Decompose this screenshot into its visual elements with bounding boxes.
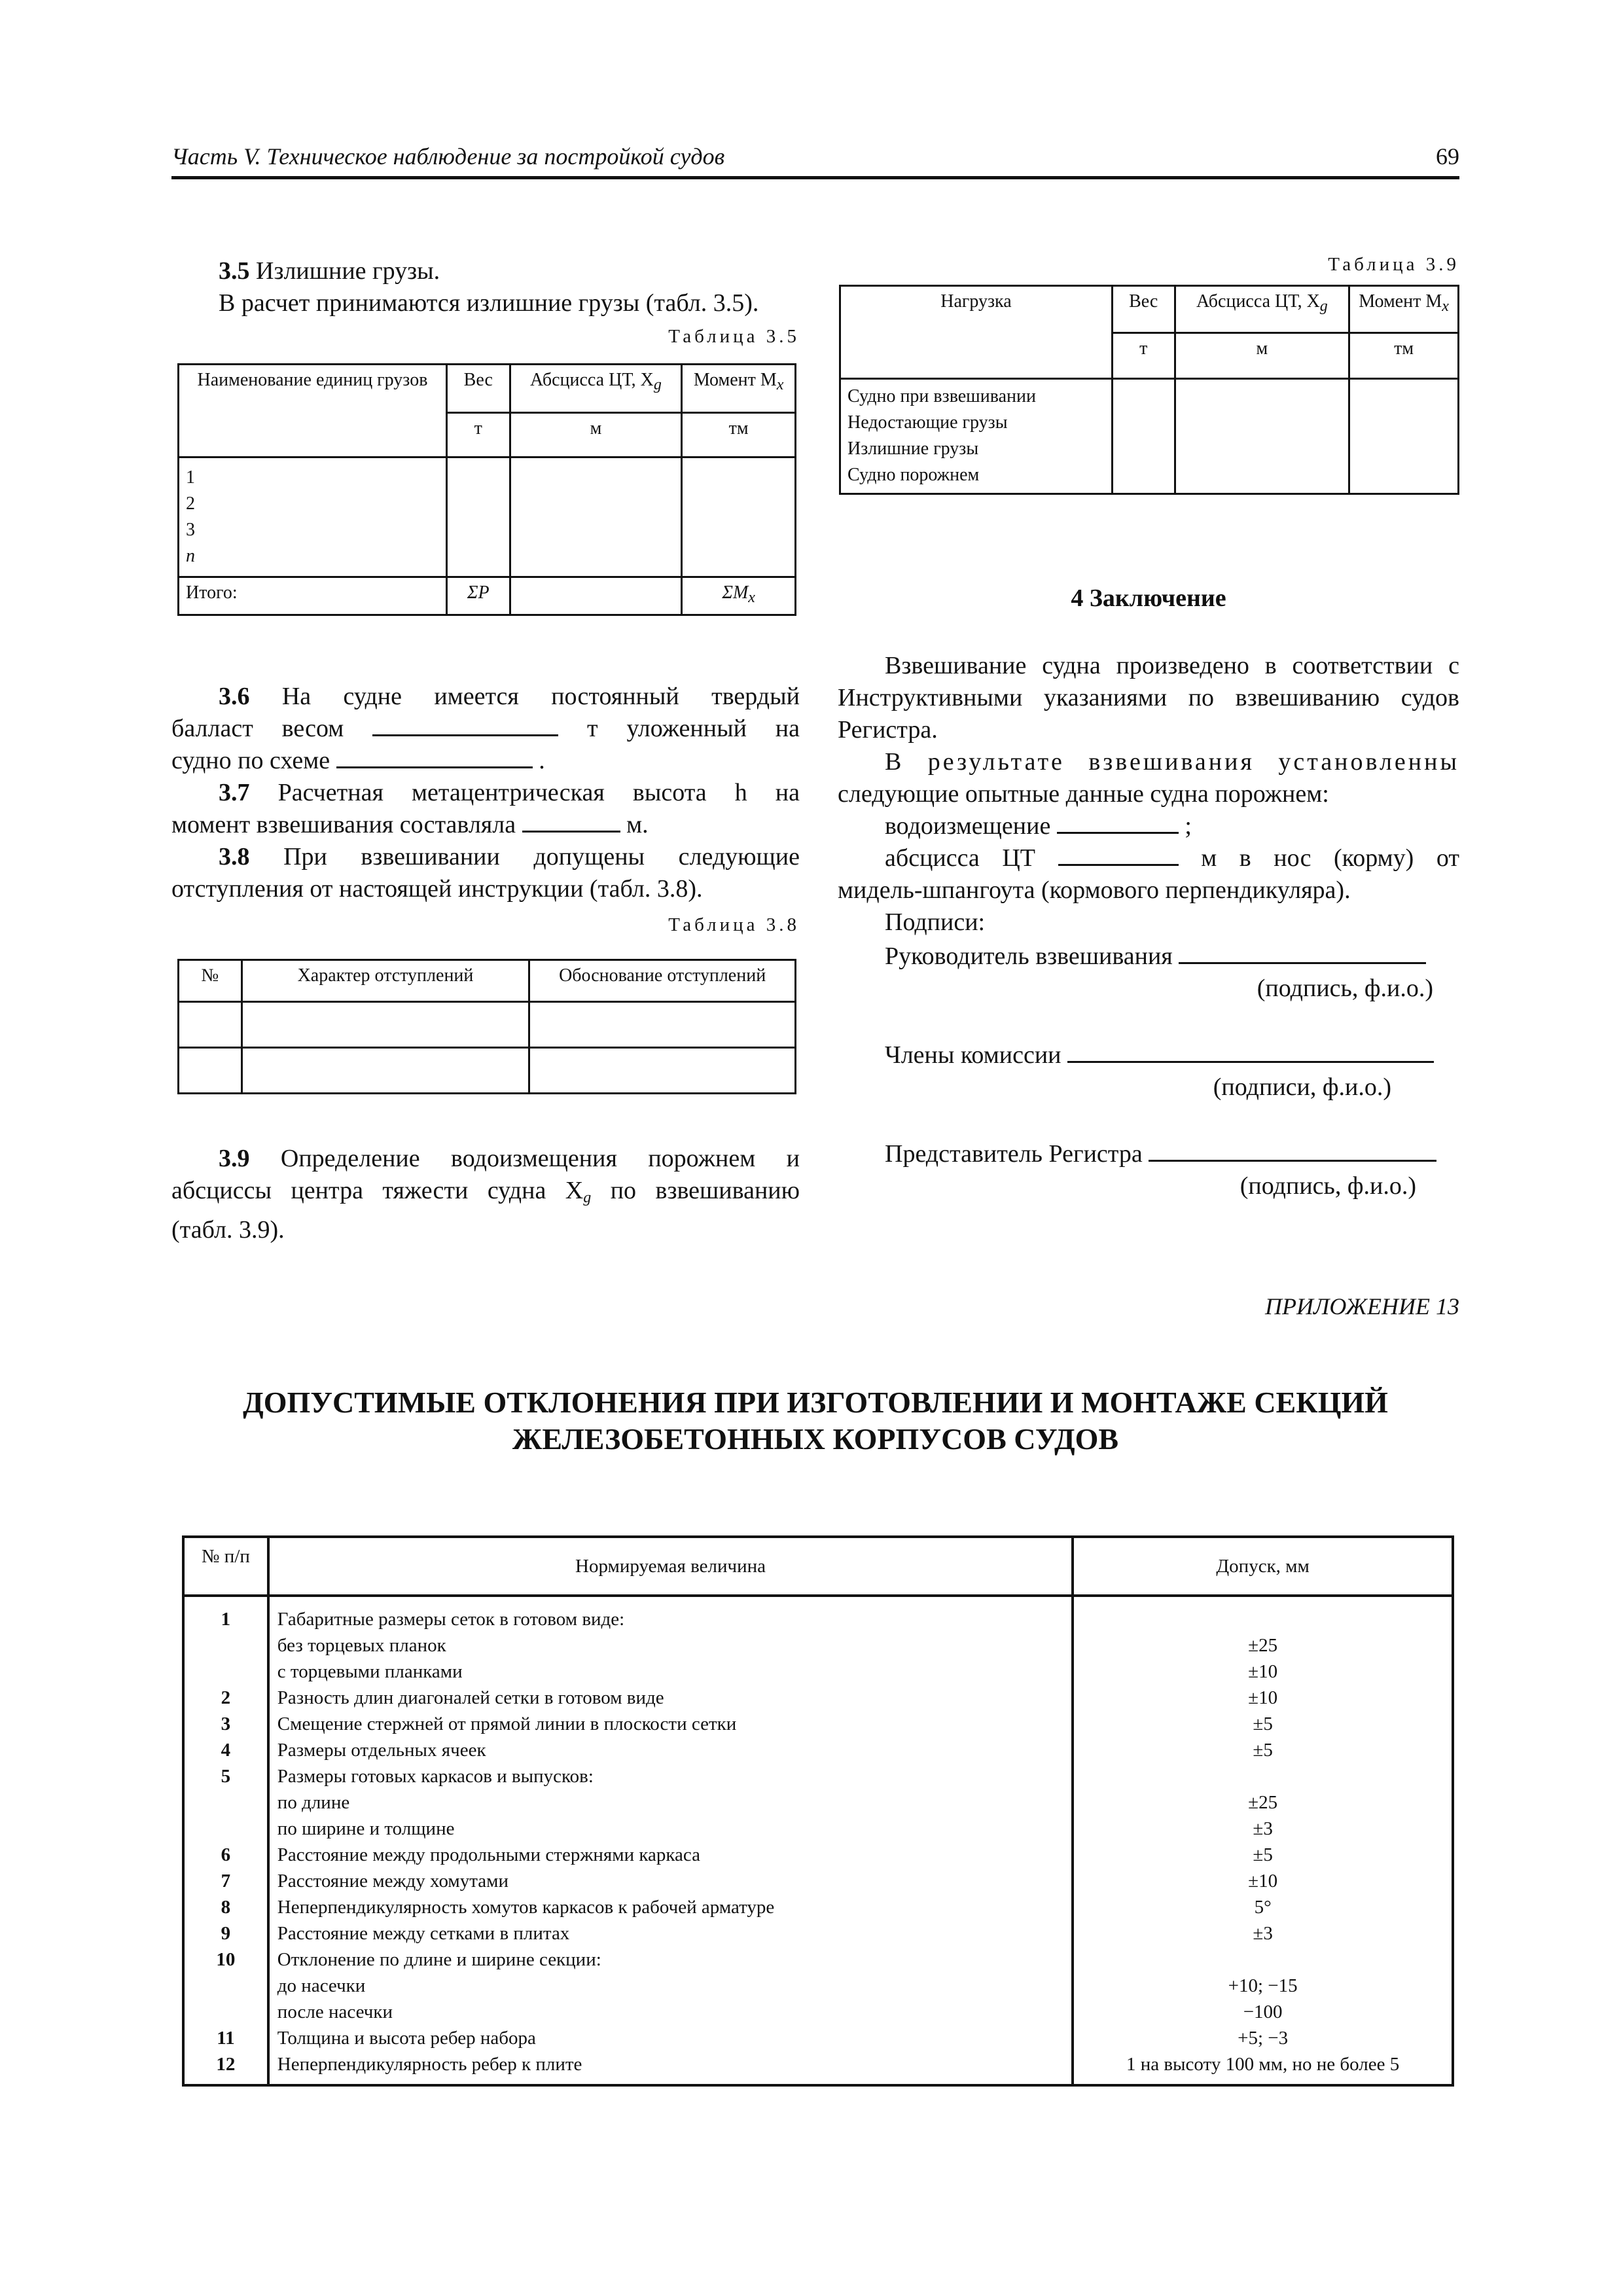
members-signature-line [1067, 1037, 1434, 1063]
tolerance-row-value: ±5 [1073, 1737, 1453, 1763]
s36-text3b: . [539, 747, 545, 774]
ballast-weight-blank [372, 715, 558, 736]
tolerance-row [183, 1999, 1453, 2025]
rep-signature-line [1149, 1136, 1436, 1162]
tolerance-row-quantity: Толщина и высота ребер набора [268, 2025, 1073, 2051]
t39-col-moment-sub: x [1442, 298, 1449, 315]
table-3-9-caption: Таблица 3.9 [1328, 254, 1459, 275]
s4-head-line [838, 939, 1459, 973]
tolerance-row-number: 2 [183, 1685, 268, 1711]
tolerance-row [183, 2051, 1453, 2085]
tolerance-row-quantity: с торцевыми планками [268, 1659, 1073, 1685]
tolerance-row-number [183, 1999, 268, 2025]
tolerance-row-quantity: до насечки [268, 1973, 1073, 1999]
t38-col-character: Характер отступлений [241, 960, 529, 1002]
tolerance-row-number [183, 1659, 268, 1685]
s36-text2a: балласт весом [171, 715, 344, 742]
t38-col-justification: Обоснование отступлений [529, 960, 796, 1002]
tolerance-row [183, 1920, 1453, 1946]
tolerance-row-value [1073, 1946, 1453, 1973]
s4-rep-label: Представитель Регистра [885, 1140, 1143, 1168]
s4-p1-line3: Регистра. [838, 716, 938, 744]
tolerance-row-quantity: Расстояние между продольными стержнями каркаса [268, 1842, 1073, 1868]
tolerance-table [182, 1535, 1454, 2087]
section-3-5-title: Излишние грузы. [256, 257, 440, 285]
section-3-5-heading [171, 255, 800, 287]
tolerance-row-number: 8 [183, 1894, 268, 1920]
t39-col-moment [1349, 286, 1459, 333]
t35-cell-empty [446, 457, 510, 577]
s39-text2b: по взвешиванию [610, 1177, 800, 1204]
tolerance-row-value: ±25 [1073, 1632, 1453, 1659]
section-4-title: 4 Заключение [1071, 584, 1226, 612]
tolerance-row-value: ±10 [1073, 1868, 1453, 1894]
table-3-8-caption: Таблица 3.8 [668, 914, 800, 935]
tolerance-row [183, 1946, 1453, 1973]
t35-unit-moment: тм [682, 413, 796, 457]
s38-line2: отступления от настоящей инструкции (табл. 3.8). [171, 875, 703, 903]
tolerance-row-quantity: Неперпендикулярность хомутов каркасов к рабочей арматуре [268, 1894, 1073, 1920]
tolerance-row-quantity: Смещение стержней от прямой линии в плоскости сетки [268, 1711, 1073, 1737]
tolerance-row-quantity: Расстояние между сетками в плитах [268, 1920, 1073, 1946]
s37-text1: Расчетная метацентрическая высота h на [277, 779, 800, 806]
tolerance-row-number: 3 [183, 1711, 268, 1737]
s39-line1 [171, 1143, 800, 1175]
tolerance-row [183, 2025, 1453, 2051]
s4-p2-line2: следующие опытные данные судна порожнем: [838, 780, 1329, 808]
t39-col-abscissa-sub: g [1319, 298, 1328, 315]
scheme-blank [336, 747, 533, 768]
tolerance-row [183, 1685, 1453, 1711]
section-3-6-3-8 [171, 681, 800, 936]
tolerance-row-quantity: по ширине и толщине [268, 1816, 1073, 1842]
t35-row-2: 2 [186, 493, 195, 514]
t35-cell-empty [510, 577, 682, 615]
tolerance-row-value [1073, 1596, 1453, 1632]
section-4-body [838, 650, 1459, 1202]
tolerance-row [183, 1632, 1453, 1659]
t35-col-abscissa [510, 365, 682, 413]
t35-total-moment [682, 577, 796, 615]
tolerance-row-quantity: Размеры готовых каркасов и выпусков: [268, 1763, 1073, 1789]
tolerance-row-value: ±3 [1073, 1920, 1453, 1946]
t39-cell-empty [1175, 379, 1349, 494]
t35-col-moment [682, 365, 796, 413]
t38-cell-empty [529, 1002, 796, 1048]
t35-row-n: n [186, 546, 195, 566]
t39-cell-empty [1112, 379, 1175, 494]
t35-row-3: 3 [186, 520, 195, 540]
s38-number: 3.8 [219, 843, 250, 870]
tolerance-row-quantity: по длине [268, 1789, 1073, 1816]
t35-row-numbers [179, 457, 447, 577]
tolerance-row-value: +10; −15 [1073, 1973, 1453, 1999]
s4-signatures-label: Подписи: [885, 908, 986, 936]
t39-unit-weight: т [1112, 333, 1175, 379]
t35-col-moment-label: Момент M [693, 370, 777, 390]
displacement-blank [1057, 812, 1179, 834]
s36-line3 [171, 745, 800, 777]
head-signature-line [1179, 939, 1426, 964]
t38-cell-empty [179, 1048, 242, 1094]
t39-col-moment-label: Момент M [1359, 291, 1442, 312]
s4-head-label: Руководитель взвешивания [885, 942, 1173, 970]
s38-text1: При взвешивании допущены следующие [283, 843, 800, 870]
t35-unit-weight: т [446, 413, 510, 457]
s36-line1 [171, 681, 800, 713]
t38-cell-empty [241, 1048, 529, 1094]
tolerance-col-quantity: Нормируемая величина [268, 1537, 1073, 1596]
t35-col-abscissa-label: Абсцисса ЦТ, X [530, 370, 654, 390]
tolerance-row-number: 11 [183, 2025, 268, 2051]
running-header-title: Часть V. Техническое наблюдение за постройкой судов [171, 143, 725, 170]
s4-members-label: Члены комиссии [885, 1041, 1061, 1069]
t38-cell-empty [529, 1048, 796, 1094]
s37-line2 [171, 809, 800, 841]
t35-col-moment-sub: x [776, 376, 784, 393]
t39-row-weighing: Судно при взвешивании [847, 386, 1036, 406]
table-3-9 [839, 285, 1459, 495]
t35-cell-empty [510, 457, 682, 577]
t39-unit-moment: тм [1349, 333, 1459, 379]
s36-text3a: судно по схеме [171, 747, 330, 774]
tolerance-row-number: 4 [183, 1737, 268, 1763]
t35-total-label: Итого: [179, 577, 447, 615]
tolerance-row-value: 5° [1073, 1894, 1453, 1920]
s4-abscissa-line2: мидель-шпангоута (кормового перпендикуляра). [838, 876, 1351, 904]
tolerance-row-number [183, 1789, 268, 1816]
tolerance-row-number: 10 [183, 1946, 268, 1973]
t35-unit-abscissa: м [510, 413, 682, 457]
tolerance-row-number: 5 [183, 1763, 268, 1789]
tolerance-row-quantity: после насечки [268, 1999, 1073, 2025]
abscissa-blank [1058, 844, 1179, 866]
s36-line2 [171, 713, 800, 745]
t35-row-1: 1 [186, 467, 195, 488]
tolerance-row [183, 1894, 1453, 1920]
t35-cell-empty [682, 457, 796, 577]
t39-col-abscissa [1175, 286, 1349, 333]
appendix-label: ПРИЛОЖЕНИЕ 13 [1265, 1293, 1459, 1319]
metacentric-blank [522, 811, 620, 833]
s4-abscissa-text: м в нос (корму) от [1201, 844, 1460, 872]
tolerance-row-quantity: Расстояние между хомутами [268, 1868, 1073, 1894]
section-3-9 [171, 1143, 800, 1246]
s4-rep-sub: (подпись, ф.и.о.) [1240, 1172, 1416, 1200]
tolerance-row-value: ±5 [1073, 1842, 1453, 1868]
s37-text2b: м. [626, 811, 649, 838]
s4-members-sub: (подписи, ф.и.о.) [1213, 1073, 1391, 1101]
t35-total-weight: ΣP [446, 577, 510, 615]
t39-row-missing: Недостающие грузы [847, 412, 1008, 433]
s4-p1-line1: Взвешивание судна произведено в соответствии с [885, 652, 1459, 679]
s37-number: 3.7 [219, 779, 250, 806]
s39-line3: (табл. 3.9). [171, 1216, 285, 1244]
s37-text2a: момент взвешивания составляла [171, 811, 516, 838]
s39-sub: g [583, 1189, 592, 1206]
tolerance-row [183, 1973, 1453, 1999]
tolerance-row [183, 1763, 1453, 1789]
t35-col-weight: Вес [446, 365, 510, 413]
tolerance-row [183, 1816, 1453, 1842]
s36-text1: На судне имеется постоянный твердый [281, 683, 800, 710]
tolerance-row-value: ±3 [1073, 1816, 1453, 1842]
tolerance-row-value: ±5 [1073, 1711, 1453, 1737]
s4-head-sub: (подпись, ф.и.о.) [1257, 975, 1433, 1002]
t39-row-light: Судно порожнем [847, 465, 980, 485]
s4-p1-line2: Инструктивными указаниями по взвешиванию судов [838, 684, 1459, 711]
t39-row-labels [840, 379, 1113, 494]
t35-total-moment-sub: x [748, 589, 755, 606]
tolerance-col-number: № п/п [183, 1537, 268, 1596]
tolerance-row-number [183, 1632, 268, 1659]
s4-rep-line [838, 1136, 1459, 1170]
tolerance-row [183, 1868, 1453, 1894]
tolerance-row [183, 1596, 1453, 1632]
s39-line2 [171, 1175, 800, 1214]
t39-col-load: Нагрузка [840, 286, 1113, 379]
header-rule [171, 176, 1459, 179]
t38-cell-empty [179, 1002, 242, 1048]
tolerance-row [183, 1737, 1453, 1763]
tolerance-row-quantity: без торцевых планок [268, 1632, 1073, 1659]
s4-displacement-line [838, 810, 1459, 842]
t39-col-abscissa-label: Абсцисса ЦТ, X [1196, 291, 1320, 312]
tolerance-row-value: ±10 [1073, 1685, 1453, 1711]
tolerance-row-number: 1 [183, 1596, 268, 1632]
tolerance-row [183, 1789, 1453, 1816]
t39-cell-empty [1349, 379, 1459, 494]
tolerance-row-value: +5; −3 [1073, 2025, 1453, 2051]
tolerance-row-quantity: Отклонение по длине и ширине секции: [268, 1946, 1073, 1973]
t35-total-moment-label: ΣM [722, 583, 749, 603]
section-3-5-number: 3.5 [219, 257, 250, 285]
tolerance-row [183, 1659, 1453, 1685]
s4-displacement-label: водоизмещение [885, 812, 1051, 840]
tolerance-row-number: 6 [183, 1842, 268, 1868]
tolerance-row-quantity: Габаритные размеры сеток в готовом виде: [268, 1596, 1073, 1632]
tolerance-row [183, 1711, 1453, 1737]
s37-line1 [171, 777, 800, 809]
tolerance-row-value: ±25 [1073, 1789, 1453, 1816]
s36-number: 3.6 [219, 683, 250, 710]
s4-abscissa-line [838, 842, 1459, 874]
page-number: 69 [1436, 143, 1459, 170]
tolerance-row-number: 7 [183, 1868, 268, 1894]
t39-row-excess: Излишние грузы [847, 439, 979, 459]
tolerance-row-value: −100 [1073, 1999, 1453, 2025]
s39-number: 3.9 [219, 1145, 250, 1172]
t35-col-name: Наименование единиц грузов [179, 365, 447, 457]
s4-abscissa-label: абсцисса ЦТ [885, 844, 1036, 872]
appendix-title [171, 1384, 1459, 1458]
tolerance-row-value [1073, 1763, 1453, 1789]
t38-cell-empty [241, 1002, 529, 1048]
t39-col-weight: Вес [1112, 286, 1175, 333]
s39-text2a: абсциссы центра тяжести судна X [171, 1177, 584, 1204]
t35-col-abscissa-sub: g [653, 376, 662, 393]
tolerance-row-quantity: Неперпендикулярность ребер к плите [268, 2051, 1073, 2085]
tolerance-row-value: ±10 [1073, 1659, 1453, 1685]
section-3-5 [171, 255, 800, 348]
s4-p2-line1: В результате взвешивания установленны [885, 748, 1459, 776]
appendix-title-line2: ЖЕЛЕЗОБЕТОННЫХ КОРПУСОВ СУДОВ [512, 1422, 1119, 1456]
table-3-5-caption: Таблица 3.5 [668, 326, 800, 347]
tolerance-row-quantity: Размеры отдельных ячеек [268, 1737, 1073, 1763]
tolerance-row-number: 9 [183, 1920, 268, 1946]
s4-displacement-end: ; [1185, 812, 1192, 840]
tolerance-row [183, 1842, 1453, 1868]
tolerance-row-number [183, 1973, 268, 1999]
tolerance-col-tolerance: Допуск, мм [1073, 1537, 1453, 1596]
tolerance-row-number: 12 [183, 2051, 268, 2085]
s38-line1 [171, 841, 800, 873]
s36-text2b: т уложенный на [587, 715, 800, 742]
s39-text1: Определение водоизмещения порожнем и [280, 1145, 800, 1172]
tolerance-row-value: 1 на высоту 100 мм, но не более 5 [1073, 2051, 1453, 2085]
table-3-8 [177, 959, 796, 1094]
tolerance-row-quantity: Разность длин диагоналей сетки в готовом виде [268, 1685, 1073, 1711]
section-3-5-text: В расчет принимаются излишние грузы (табл. 3.5). [219, 289, 759, 317]
appendix-title-line1: ДОПУСТИМЫЕ ОТКЛОНЕНИЯ ПРИ ИЗГОТОВЛЕНИИ И МОНТАЖЕ СЕКЦИЙ [243, 1386, 1388, 1419]
t38-col-number: № [179, 960, 242, 1002]
t39-unit-abscissa: м [1175, 333, 1349, 379]
s4-members-line [838, 1037, 1459, 1071]
table-3-5 [177, 363, 796, 616]
tolerance-row-number [183, 1816, 268, 1842]
